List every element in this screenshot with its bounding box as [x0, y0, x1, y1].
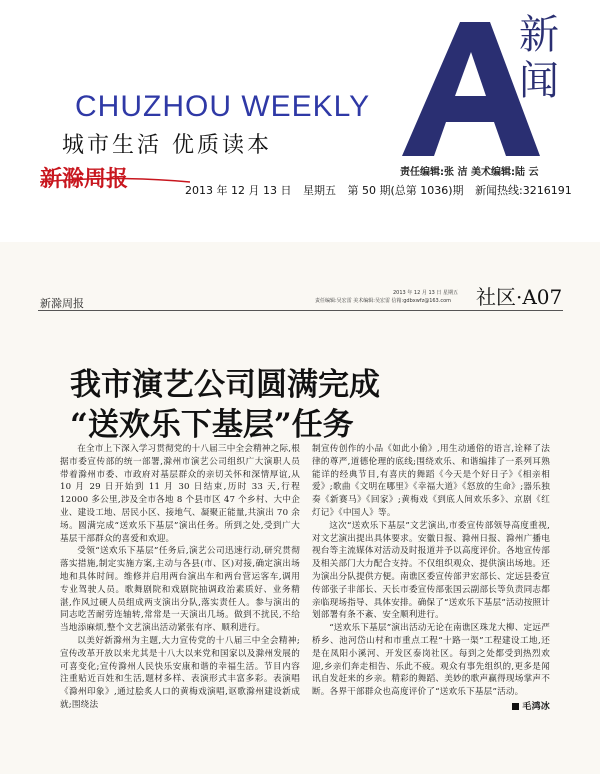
- section-label: 社区·A07: [476, 285, 563, 309]
- article-column-1: [60, 443, 300, 753]
- author-name: 毛鸿冰: [522, 701, 550, 712]
- news-hotline: 新闻热线:3216191: [475, 184, 572, 197]
- masthead: [0, 0, 600, 240]
- dateline: [185, 182, 580, 198]
- issue-date: 2013 年 12 月 13 日: [185, 184, 292, 197]
- issue-number: 第 50 期(总第 1036)期: [347, 184, 464, 197]
- page-meta: [315, 289, 458, 305]
- byline-square-icon: [512, 703, 519, 710]
- brand-logo: 新滁周报: [40, 166, 129, 192]
- headline-line-2: “送欢乐下基层”任务: [70, 407, 354, 443]
- article-column-2: [312, 443, 550, 763]
- paragraph: 这次“送欢乐下基层”文艺演出,市委宣传部领导高度重视,对文艺演出提出具体要求。安徽日报、滁州日报、滁州广播电视台等主流媒体对活动及时报道并予以高度评价。各地宣传部及相关部门大力配合支持。不仅组织观众、提供演出场地。还为演出分队提供方便。南谯区委宣传部尹宏部长、定远县委宣传部张子非部长、天长市委宣传部张国云副部长等负责同志都亲临现场指导、具体安排。确保了“送欢乐下基层”活动按照计划部署有条不紊、安全顺利进行。: [312, 520, 550, 621]
- article-byline: [312, 701, 550, 714]
- brand-underline: [40, 177, 190, 185]
- masthead-editors: 责任编辑:张 洁 美术编辑:陆 云: [400, 167, 539, 178]
- masthead-slogan: 城市生活 优质读本: [62, 133, 272, 158]
- article-headline: [70, 365, 380, 445]
- paragraph: 制宣传创作的小品《如此小偷》,用生动通俗的语言,诠释了法律的尊严,道德伦理的底线;围绕欢乐、和谐编排了一系列耳熟能详的经典节目,有喜庆的舞蹈《今天是个好日子》《相亲相爱》;歌曲《文明在哪里》《幸福大道》《怒放的生命》;器乐独奏《新赛马》《回家》;黄梅戏《到底人间欢乐多》、京剧《红灯记》《中国人》等。: [312, 444, 550, 518]
- page-brand: 新滁周报: [40, 297, 84, 310]
- page-meta-editors: 责任编辑:吴宏雷 美术编辑:吴宏雷 信箱:gdbxwfz@163.com: [315, 298, 452, 304]
- page-meta-date: 2013 年 12 月 13 日 星期五: [393, 290, 458, 296]
- headline-line-1: 我市演艺公司圆满完成: [70, 367, 380, 403]
- section-title-vertical: 新闻: [519, 12, 559, 104]
- paragraph: “送欢乐下基层”演出活动无论在南谯区珠龙大柳、定远严桥乡、池河岱山村和市重点工程“十路一渠”工程建设工地,还是在凤阳小溪河、开发区泰岗社区。每到之处都受到热烈欢迎,乡亲们奔走相告、乐此不疲。观众有事先组织的,更多是闻讯自发赶来的乡亲。精彩的舞蹈、美妙的歌声赢得现场掌声不断。各界干部群众也高度评价了“送欢乐下基层”活动。: [312, 623, 550, 698]
- paragraph: 受领“送欢乐下基层”任务后,演艺公司迅速行动,研究贯彻落实措施,制定实施方案,主动与各县(市、区)对接,确定演出场地和具体时间。维修并启用两台演出车和两台营运客车,调用专业驾驶人员。歌舞剧院和戏剧院抽调政治素质好、业务精湛,作风过硬人员组成两支演出分队,落实责任人。参与演出的同志吃苦耐劳连轴转,常常是一天演出几场。做到不扰民,不给当地添麻烦,整个文艺演出活动紧张有序、顺利进行。: [60, 546, 300, 634]
- paragraph: 以美好新滁州为主题,大力宣传党的十八届三中全会精神;宣传改革开放以来尤其是十八大以来党和国家以及滁州发展的可喜变化;宣传滁州人民快乐安康和谐的幸福生活。节目内容注重贴近百姓和生活,题材多样、表演形式丰富多彩。表演唱《滁州印象》,通过脍炙人口的黄梅戏演唱,讴歌滁州建设新成就;围绕法: [60, 635, 300, 710]
- paragraph: 在全市上下深入学习贯彻党的十八届三中全会精神之际,根据市委宣传部的统一部署,滁州市演艺公司组织广大演职人员带着滁州市委、市政府对基层群众的亲切关怀和深情厚谊,从 10 月 29 日开始到 11 月 30 日结束,历时 33 天,行程 12000 多公里,涉及全市各地 8 个县市区 47 个乡村、大中企业、建设工地、居民小区、接地气、凝聚正能量,共演出 70 余场。圆满完成“送欢乐下基层”演出任务。所到之处,受到广大基层干部群众的喜爱和欢迎。: [60, 444, 300, 544]
- header-rule: [38, 310, 563, 311]
- issue-weekday: 星期五: [302, 184, 336, 197]
- weekly-wordmark: CHUZHOU WEEKLY: [75, 90, 371, 123]
